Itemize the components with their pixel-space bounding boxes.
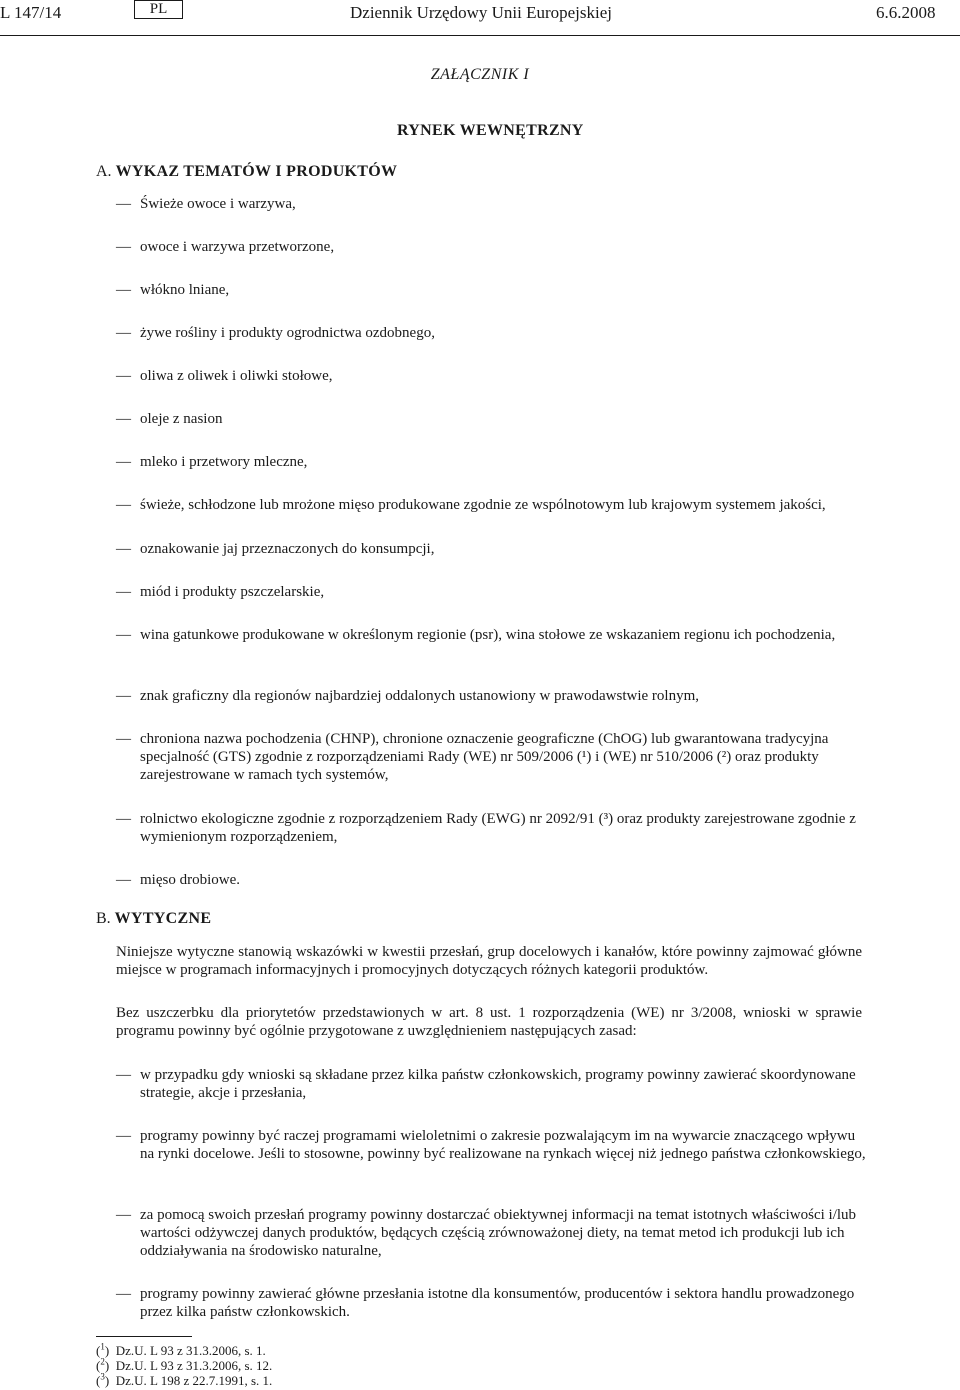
paragraph: Bez uszczerbku dla priorytetów przedstawionych w art. 8 ust. 1 rozporządzenia (WE) nr 3/2008, wnioski w sprawie programu powinny być ogólnie przygotowane z uwzględnieniem następujących zasad: [116,1005,862,1039]
list-item-text: chroniona nazwa pochodzenia (CHNP), chronione oznaczenie geograficzne (ChOG) lub gwarantowana tradycyjna specjalność (GTS) zgodnie z rozporządzeniami Rady (WE) nr 509/2006 (¹) i (WE) nr 510/2006 (²) oraz produkty zarejestrowane w ramach tych systemów, [140,731,829,783]
section-b-title: WYTYCZNE [114,910,212,927]
list-item-text: w przypadku gdy wnioski są składane przez kilka państw członkowskich, programy powinny zawierać skoordynowane strategie, akcje i przesłania, [140,1067,856,1101]
footnote-mark: 1 [100,1341,105,1352]
footnote: ($^3$) Dz.U. L 198 z 22.7.1991, s. 1. [96,1371,273,1388]
footnote-text: Dz.U. L 198 z 22.7.1991, s. 1. [115,1373,273,1388]
list-item-text: świeże, schłodzone lub mrożone mięso produkowane zgodnie ze wspólnotowym lub krajowym systemem jakości, [140,497,826,513]
footnote-text: Dz.U. L 93 z 31.3.2006, s. 12. [115,1358,273,1373]
list-item-text: oznakowanie jaj przeznaczonych do konsumpcji, [140,541,435,557]
list-item-text: żywe rośliny i produkty ogrodnictwa ozdobnego, [140,325,435,341]
section-a-letter: A. [96,163,112,180]
list-item-text: miód i produkty pszczelarskie, [140,584,325,600]
list-item-text: rolnictwo ekologiczne zgodnie z rozporządzeniem Rady (EWG) nr 2092/91 (³) oraz produkty zarejestrowane zgodnie z wymienionym rozporządzeniem, [140,811,856,845]
section-b-heading [96,910,211,928]
list-item-text: mleko i przetwory mleczne, [140,454,308,470]
page-reference: L 147/14 [0,3,62,22]
section-b-letter: B. [96,910,111,927]
publication-date: 6.6.2008 [876,3,936,22]
section-title: RYNEK WEWNĘTRZNY [397,122,584,139]
footnote-mark: 2 [100,1356,105,1367]
list-item-text: oliwa z oliwek i oliwki stołowe, [140,368,333,384]
list-item-text: Świeże owoce i warzywa, [140,196,296,212]
paragraph: Niniejsze wytyczne stanowią wskazówki w kwestii przesłań, grup docelowych i kanałów, które powinny zajmować główne miejsce w programach informacyjnych i promocyjnych dotyczących różnych kategorii produktów. [116,944,862,978]
header-rule [0,35,960,36]
section-a-title: WYKAZ TEMATÓW I PRODUKTÓW [115,163,398,180]
list-item-text: programy powinny być raczej programami wieloletnimi o zakresie pozwalającym im na wywarcie znaczącego wpływu na rynki docelowe. Jeśli to stosowne, powinny być realizowane na rynkach więcej niż jednego państwa członkowskiego, [140,1128,866,1162]
footnote-rule [96,1336,192,1337]
footnote: ($^1$) Dz.U. L 93 z 31.3.2006, s. 1. [96,1341,266,1358]
footnote-mark: 3 [100,1371,105,1382]
list-item-text: programy powinny zawierać główne przesłania istotne dla konsumentów, producentów i sektora handlu prowadzonego przez kilka państw członkowskich. [140,1286,855,1320]
footnote-text: Dz.U. L 93 z 31.3.2006, s. 1. [115,1343,266,1358]
list-item-text: oleje z nasion [140,411,223,427]
section-a-heading [96,163,397,181]
footnote: ($^2$) Dz.U. L 93 z 31.3.2006, s. 12. [96,1356,273,1373]
journal-title: Dziennik Urzędowy Unii Europejskiej [350,3,613,22]
list-item-text: wina gatunkowe produkowane w określonym regionie (psr), wina stołowe ze wskazaniem regionu ich pochodzenia, [140,627,836,643]
list-item-text: za pomocą swoich przesłań programy powinny dostarczać obiektywnej informacji na temat istotnych właściwości i/lub wartości odżywczej danych produktów, będących częścią zrównoważonej diety, na temat metod ich produkcji lub ich oddziaływania na środowisko naturalne, [140,1207,857,1259]
language-badge: PL [134,0,183,19]
list-item-text: mięso drobiowe. [140,872,240,888]
list-item-text: znak graficzny dla regionów najbardziej oddalonych ustanowiony w prawodawstwie rolnym, [140,688,699,704]
list-item-text: owoce i warzywa przetworzone, [140,239,335,255]
list-item-text: włókno lniane, [140,282,230,298]
annex-label: ZAŁĄCZNIK I [430,66,530,83]
